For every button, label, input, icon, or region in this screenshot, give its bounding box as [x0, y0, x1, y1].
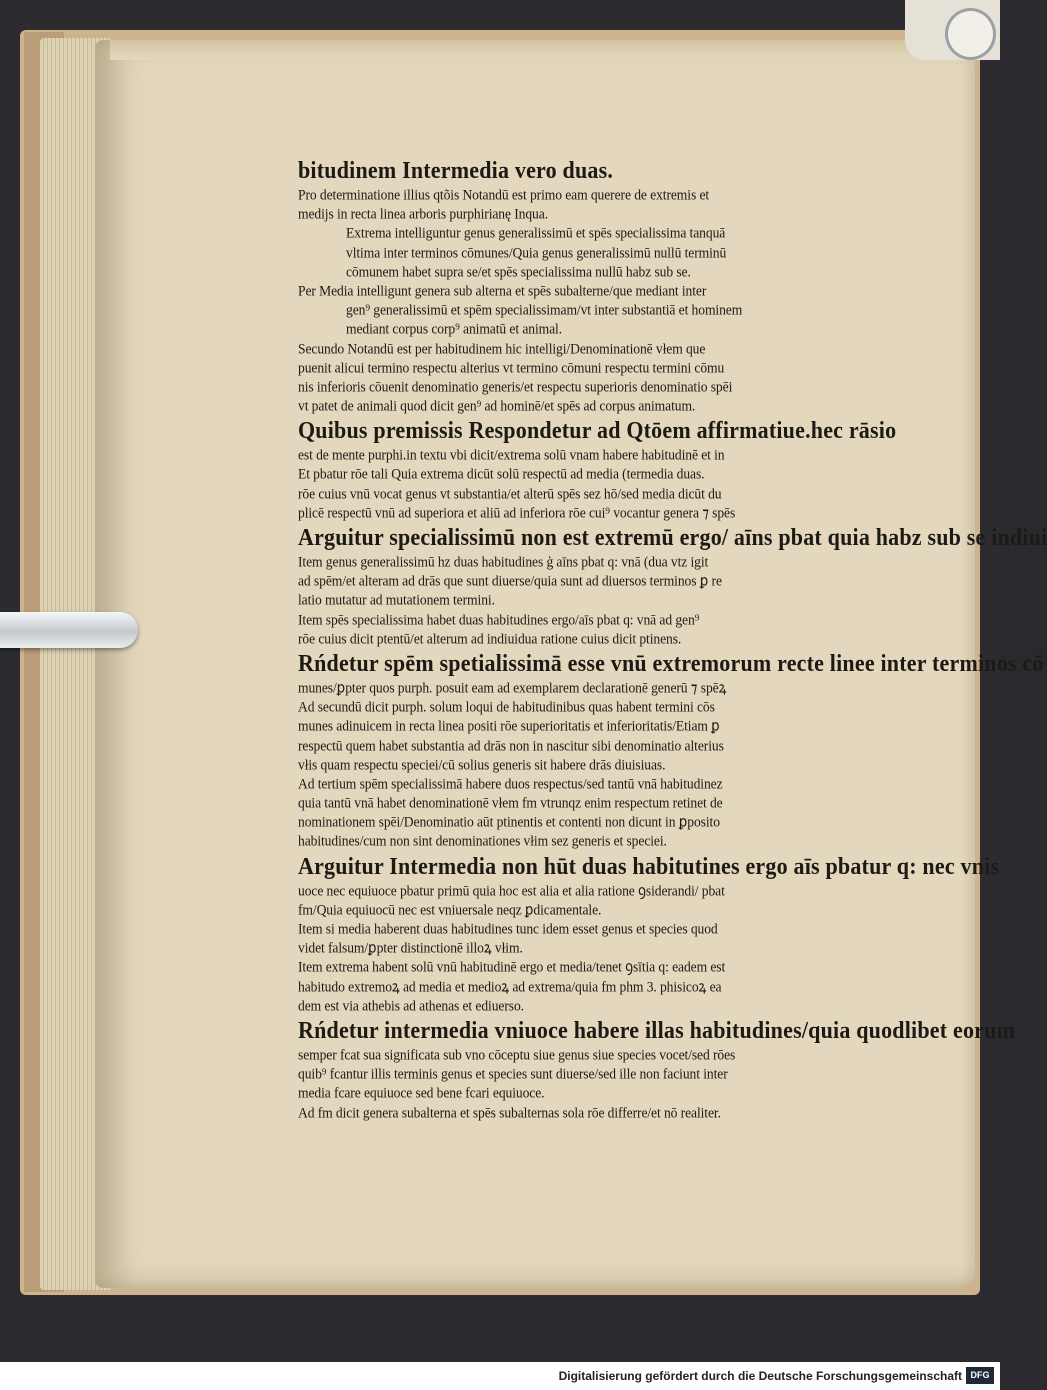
text-line: munes adinuicem in recta linea positi rōe superioritatis et inferioritatis/Etiam ꝑ	[298, 717, 720, 735]
text-line: dem est via athebis ad athenas et ediuerso.	[298, 996, 524, 1014]
text-line: bitudinem Intermedia vero duas.	[298, 155, 614, 184]
text-line: videt falsum/ꝑpter distinctionē illoꝝ vłim.	[298, 939, 523, 957]
text-line: fm/Quia equiuocū nec est vniuersale neqz ꝑdicamentale.	[298, 900, 602, 918]
text-line: Item extrema habent solū vnū habitudinē ergo et media/tenet ꝯsītia q: eadem est	[298, 958, 726, 976]
text-line: Arguitur specialissimū non est extremū ergo/ aīns pbat quia habz sub se indiui	[298, 522, 1047, 551]
text-line: semper fcat sua significata sub vno cōceptu siue genus siue species vocet/sed rōes	[298, 1046, 736, 1063]
text-line: Item genus generalissimū hz duas habitudines ģ aīns pbat q: vnā (dua vtz igit	[298, 553, 709, 570]
text-line: habitudo extremoꝝ ad media et medioꝝ ad extrema/quia fm phm 3. phisicoꝝ ea	[298, 977, 722, 995]
text-line: media fcare equiuoce sed bene fcari equiuoce.	[298, 1084, 545, 1102]
text-line: Extrema intelliguntur genus generalissimū et spēs specialissima tanquā	[346, 224, 726, 242]
text-line: ad spēm/et alteram ad drās que sunt diuerse/quia sunt ad diuersos terminos ꝑ re	[298, 572, 722, 590]
text-line: gen⁹ generalissimū et spēm specialissimam/vt inter substantiā et hominem	[346, 301, 743, 319]
text-line: quib⁹ fcantur illis terminis genus et species sunt diuerse/sed ille non faciunt inter	[298, 1065, 728, 1083]
text-line: rōe cuius vnū vocat genus vt substantia/et alterū spēs sez hō/sed media dicūt du	[298, 484, 722, 502]
text-line: Ad secundū dicit purph. solum loqui de habitudinibus quas habent termini cōs	[298, 698, 715, 716]
text-line: vltima inter terminos cōmunes/Quia genus generalissimū nullū terminū	[346, 243, 727, 261]
glass-rod-weight	[0, 612, 138, 648]
text-line: medijs in recta linea arboris purphirianę Inqua.	[298, 205, 548, 223]
text-line: Ad fm dicit genera subalterna et spēs subalternas sola rōe differre/et nō realiter.	[298, 1103, 721, 1121]
text-line: Item si media haberent duas habitudines tunc idem esset genus et species quod	[298, 920, 718, 937]
text-line: uoce nec equiuoce pbatur primū quia hoc est alia et alia ratione ꝯsiderandi/ pbat	[298, 881, 725, 899]
text-line: habitudines/cum non sint denominationes vłim sez generis et speciei.	[298, 832, 667, 850]
text-line: quia tantū vnā habet denominationē vłem fm vtrunqz enim respectum retinet de	[298, 794, 723, 811]
text-line: Arguitur Intermedia non hūt duas habitutines ergo aīs pbatur q: nec vnis	[298, 851, 1000, 880]
text-line: respectū quem habet substantia ad drās non in nascitur sibi denominatio alterius	[298, 736, 724, 754]
text-line: munes/ꝑpter quos purph. posuit eam ad exemplarem declarationē generū ⁊ spēꝝ	[298, 679, 727, 696]
text-line: puenit alicui termino respectu alterius vt termino cōmuni respectu termini cōmu	[298, 358, 725, 376]
text-line: plicē respectū vnū ad superiora et aliū ad inferiora rōe cui⁹ vocantur genera ⁊ spēs	[298, 503, 736, 521]
funding-credit: Digitalisierung gefördert durch die Deutsche Forschungsgemeinschaft	[558, 1369, 962, 1383]
text-line: nis inferioris cōuenit denominatio generis/et respectu superioris denominatio spēi	[298, 377, 733, 395]
text-line: rōe cuius dicit ptentū/et alterum ad indiuidua ratione cuius dicit ptinens.	[298, 629, 682, 647]
page-text-block	[298, 155, 1047, 1122]
text-line: Secundo Notandū est per habitudinem hic intelligi/Denominationē vłem que	[298, 339, 706, 357]
text-line: Ad tertium spēm specialissimā habere duos respectus/sed tantū vnā habitudinez	[298, 774, 723, 792]
text-line: Rńdetur spēm spetialissimā esse vnū extremorum recte linee inter terminos cō	[298, 648, 1044, 677]
text-line: Pro determinatione illius qtõis Notandū est primo eam querere de extremis et	[298, 186, 710, 203]
text-line: mediant corpus corp⁹ animatū et animal.	[346, 320, 563, 338]
text-line: Per Media intelligunt genera sub alterna et spēs subalterne/que mediant inter	[298, 282, 707, 299]
page-top-shadow	[110, 40, 970, 60]
text-line: vłis quam respectu speciei/cū solius generis sit habere drās diuisiuas.	[298, 755, 666, 773]
text-line: Item spēs specialissima habet duas habitudines ergo/aīs pbat q: vnā ad gen⁹	[298, 610, 700, 628]
text-line: vt patet de animali quod dicit gen⁹ ad hominē/et spēs ad corpus animatum.	[298, 397, 696, 414]
text-line: Rńdetur intermedia vniuoce habere illas habitudines/quia quodlibet eorum	[298, 1015, 1016, 1044]
footer-bar	[0, 1362, 1000, 1390]
binder-clip	[905, 0, 1000, 60]
text-line: est de mente purphi.in textu vbi dicit/extrema solū vnam habere habitudinē et in	[298, 446, 725, 464]
text-line: Quibus premissis Respondetur ad Qtōem affirmatiue.hec rāsio	[298, 415, 897, 444]
dfg-logo-icon: DFG	[966, 1367, 994, 1384]
text-line: latio mutatur ad mutationem termini.	[298, 591, 495, 609]
text-line: Et pbatur rōe tali Quia extrema dicūt solū respectū ad media (termedia duas.	[298, 465, 705, 483]
text-line: nominationem spēi/Denominatio aūt ptinentis et contenti non dicunt in ꝑposito	[298, 813, 720, 831]
text-line: cōmunem habet supra se/et spēs specialissima nullū habz sub se.	[346, 262, 691, 280]
